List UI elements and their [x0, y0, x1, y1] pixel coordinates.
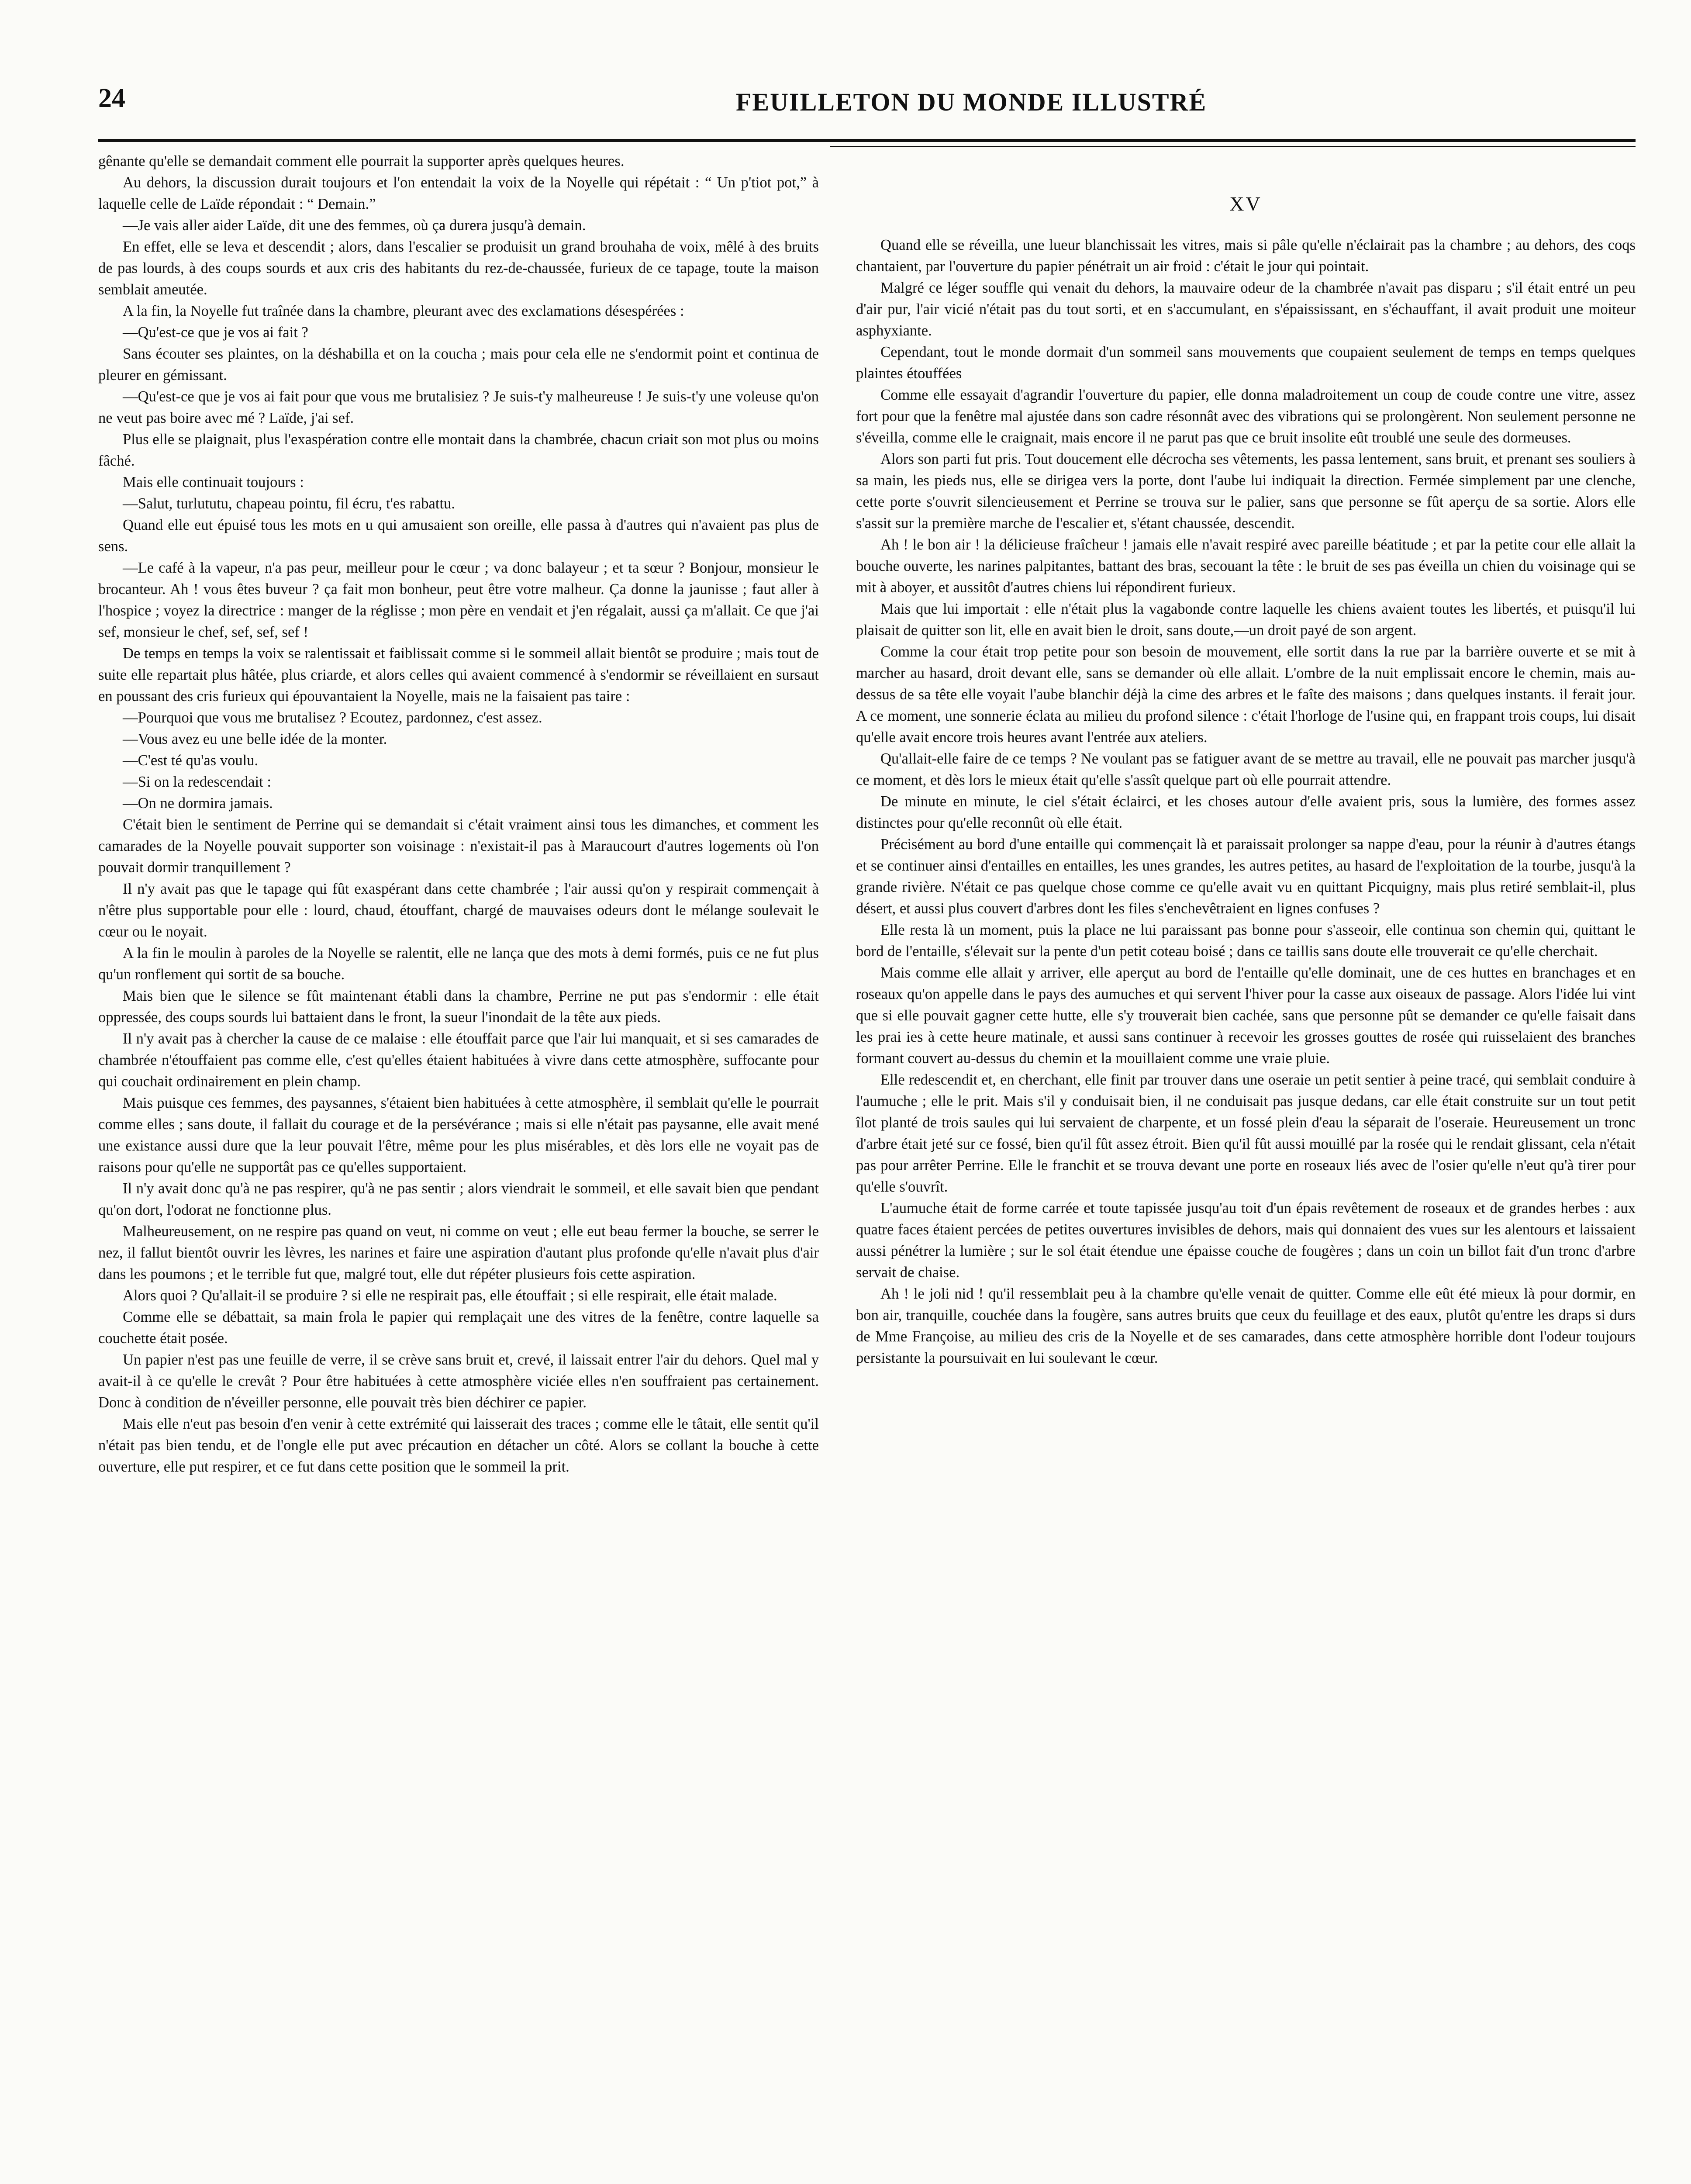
paragraph: Malheureusement, on ne respire pas quand on veut, ni comme on veut ; elle eut beau fermer la bouche, se serrer le nez, il fallut bientôt ouvrir les lèvres, les narines et faire une aspiration d'autant plus profonde qu'elle n'avait plus d'air dans les poumons ; et le terrible fut que, malgré tout, elle dut répéter plusieurs fois cette aspiration.	[98, 1223, 819, 1282]
paragraph: Quand elle se réveilla, une lueur blanchissait les vitres, mais si pâle qu'elle n'éclairait pas la chambre ; au dehors, des coqs chantaient, par l'ouverture du papier pénétrait un air froid : c'était le jour qui pointait.	[856, 237, 1636, 275]
paragraph: Mais puisque ces femmes, des paysannes, s'étaient bien habituées à cette atmosphère, il semblait qu'elle le pourrait comme elles ; sans doute, il fallait du courage et de la persévérance ; mais si elle n'était pas paysanne, elle avait mené une existance aussi dure que la leur pouvait l'être, même pour les plus misérables, et dès lors elle ne voyait pas de raisons pour qu'elle ne supportât pas ce qu'elles supportaient.	[98, 1095, 819, 1175]
paragraph: De minute en minute, le ciel s'était éclairci, et les choses autour d'elle avaient pris, sous la lumière, des formes assez distinctes pour qu'elle reconnût où elle était.	[856, 793, 1636, 831]
paragraph: Plus elle se plaignait, plus l'exaspération contre elle montait dans la chambrée, chacun criait son mot plus ou moins fâché.	[98, 431, 819, 469]
paragraph: Cependant, tout le monde dormait d'un sommeil sans mouvements que coupaient seulement de temps en temps quelques plaintes étouffées	[856, 344, 1636, 382]
header-rule	[98, 139, 1636, 142]
paragraph: —Pourquoi que vous me brutalisez ? Ecoutez, pardonnez, c'est assez.	[123, 709, 542, 726]
paragraph: Mais elle n'eut pas besoin d'en venir à cette extrémité qui laisserait des traces ; comme elle le tâtait, elle sentit qu'il n'était pas bien tendu, et de l'ongle elle put avec précaution en détacher un côté. Alors se collant la bouche à cette ouverture, elle put respirer, et ce fut dans cette position que le sommeil la prit.	[98, 1416, 819, 1475]
chapter-heading: XV	[1229, 193, 1262, 215]
paragraph: Ah ! le joli nid ! qu'il ressemblait peu à la chambre qu'elle venait de quitter. Comme elle eût été mieux là pour dormir, en bon air, tranquille, couchée dans la fougère, sans autres bruits que ceux du feuillage et des eaux, plutôt qu'entre les draps si durs de Mme Françoise, au milieu des cris de la Noyelle et de ses camarades, dans cette atmosphère horrible dont l'odeur toujours persistante la poursuivait en lui soulevant le cœur.	[856, 1286, 1636, 1366]
paragraph: —Si on la redescendait :	[123, 774, 271, 790]
right-column	[856, 192, 1636, 1369]
paragraph: —Salut, turlututu, chapeau pointu, fil écru, t'es rabattu.	[123, 495, 455, 512]
paragraph: Comme la cour était trop petite pour son besoin de mouvement, elle sortit dans la rue par la barrière ouverte et se mit à marcher au hasard, droit devant elle, sans se demander où elle allait. L'ombre de la nuit emplissait encore le chemin, mais au-dessus de sa tête elle voyait l'aube blanchir déjà la cime des arbres et le faîte des maisons ; dans quelques instants. il ferait jour. A ce moment, une sonnerie éclata au milieu du profond silence : c'était l'horloge de l'usine qui, en frappant trois coups, lui disait qu'elle avait encore trois heures avant l'entrée aux ateliers.	[856, 643, 1636, 746]
paragraph: A la fin, la Noyelle fut traînée dans la chambre, pleurant avec des exclamations désespérées :	[123, 303, 684, 319]
paragraph: Mais elle continuait toujours :	[123, 474, 304, 491]
paragraph: Il n'y avait donc qu'à ne pas respirer, qu'à ne pas sentir ; alors viendrait le sommeil, et elle savait bien que pendant qu'on dort, l'odorat ne fonctionne plus.	[98, 1180, 819, 1218]
paragraph: A la fin le moulin à paroles de la Noyelle se ralentit, elle ne lança que des mots à demi formés, puis ce ne fut plus qu'un ronflement qui sortit de sa bouche.	[98, 945, 819, 983]
paragraph: Elle resta là un moment, puis la place ne lui paraissant pas bonne pour s'asseoir, elle continua son chemin qui, quittant le bord de l'entaille, s'élevait sur la pente d'un petit coteau boisé ; dans ce taillis sans doute elle trouverait ce qu'elle cherchait.	[856, 922, 1636, 960]
paragraph: —Le café à la vapeur, n'a pas peur, meilleur pour le cœur ; va donc balayeur ; et ta sœur ? Bonjour, monsieur le brocanteur. Ah ! vous êtes buveur ? ça fait mon bonheur, peut être votre malheur. Ça donne la jaunisse ; faut aller à l'hospice ; voyez la directrice : manger de la réglisse ; mon père en vendait et j'en régalait, aussi ça m'allait. Ce que j'ai sef, monsieur le chef, sef, sef, sef !	[98, 560, 819, 640]
page-number: 24	[98, 83, 125, 113]
paragraph: Il n'y avait pas à chercher la cause de ce malaise : elle étouffait parce que l'air lui manquait, et si ses camarades de chambrée n'étouffaient pas comme elle, c'est qu'elles étaient habituées à vivre dans cette atmosphère, suffocante pour qui couchait ordinairement en plein champ.	[98, 1030, 819, 1090]
paragraph: Comme elle se débattait, sa main frola le papier qui remplaçait une des vitres de la fenêtre, contre laquelle sa couchette était posée.	[98, 1309, 819, 1347]
paragraph: Elle redescendit et, en cherchant, elle finit par trouver dans une oseraie un petit sentier à peine tracé, qui semblait conduire à l'aumuche ; elle le prit. Mais s'il y conduisait bien, il ne conduisait pas jusque dedans, car elle était construite sur un tout petit îlot planté de trois saules qui lui servaient de charpente, et un fossé plein d'eau la séparait de l'oseraie. Heureusement un tronc d'arbre était jeté sur ce fossé, bien qu'il fût assez étroit. Bien qu'il fût aussi mouillé par la rosée qui le rendait glissant, cela n'était pas pour arrêter Perrine. Elle le franchit et se trouva devant une porte en roseaux liés avec de l'osier qu'elle n'eut qu'à tirer pour qu'elle s'ouvrît.	[856, 1071, 1636, 1195]
paragraph: Précisément au bord d'une entaille qui commençait là et paraissait prolonger sa nappe d'eau, pour la réunir à d'autres étangs et se continuer ainsi d'entailles en entailles, les unes grandes, les autres petites, au hasard de l'exploitation de la tourbe, jusqu'à la grande rivière. N'était ce pas quelque chose comme ce qu'elle avait vu en quittant Picquigny, mais plus retiré semblait-il, plus désert, et aussi plus couvert d'arbres dont les files s'enchevêtraient en lignes confuses ?	[856, 836, 1636, 917]
paragraph: —On ne dormira jamais.	[123, 795, 273, 812]
left-column	[98, 151, 819, 1478]
paragraph: Alors son parti fut pris. Tout doucement elle décrocha ses vêtements, les passa lentement, sans bruit, et prenant ses souliers à sa main, les pieds nus, elle se dirigea vers la porte, dont l'aube lui indiquait la direction. Fermée simplement par une clenche, cette porte s'ouvrit silencieusement et Perrine se trouva sur le palier, sans que personne se fût aperçu de sa sortie. Alors elle s'assit sur la première marche de l'escalier et, s'étant chaussée, descendit.	[856, 451, 1636, 532]
paragraph: —Je vais aller aider Laïde, dit une des femmes, où ça durera jusqu'à demain.	[123, 217, 586, 234]
page-header	[98, 83, 1636, 131]
paragraph: Un papier n'est pas une feuille de verre, il se crève sans bruit et, crevé, il laissait entrer l'air du dehors. Quel mal y avait-il à ce qu'elle le crevât ? Pour être habituées à cette atmosphère viciée elles n'en souffraient pas certainement. Donc à condition de n'éveiller personne, elle pouvait très bien déchirer ce papier.	[98, 1351, 819, 1411]
paragraph: C'était bien le sentiment de Perrine qui se demandait si c'était vraiment ainsi tous les dimanches, et comment les camarades de la Noyelle pouvait supporter son voisinage : n'existait-il pas à Maraucourt d'autres logements où l'on pouvait dormir tranquillement ?	[98, 816, 819, 876]
paragraph: —C'est té qu'as voulu.	[123, 752, 259, 769]
paragraph: Quand elle eut épuisé tous les mots en u qui amusaient son oreille, elle passa à d'autres qui n'avaient pas plus de sens.	[98, 517, 819, 555]
paragraph: L'aumuche était de forme carrée et toute tapissée jusqu'au toit d'un épais revêtement de roseaux et de grandes herbes : aux quatre faces étaient percées de petites ouvertures invisibles de dehors, mais qui donnaient des vues sur les alentours et laissaient aussi pénétrer la lumière ; sur le sol était étendue une épaisse couche de fougères ; dans un coin un billot fait d'un tronc d'arbre servait de chaise.	[856, 1200, 1636, 1281]
paragraph: Il n'y avait pas que le tapage qui fût exaspérant dans cette chambrée ; l'air aussi qu'on y respirait commençait à n'être plus supportable pour elle : lourd, chaud, étouffant, chargé de mauvaises odeurs dont le mélange soulevait le cœur ou le noyait.	[98, 881, 819, 940]
paragraph: Mais bien que le silence se fût maintenant établi dans la chambre, Perrine ne put pas s'endormir : elle était oppressée, des coups sourds lui battaient dans le front, la sueur l'inondait de la tête aux pieds.	[98, 988, 819, 1026]
paragraph: —Vous avez eu une belle idée de la monter.	[123, 731, 387, 747]
paragraph: En effet, elle se leva et descendit ; alors, dans l'escalier se produisit un grand brouhaha de voix, mêlé à des bruits de pas lourds, à des coups sourds et aux cris des habitants du rez-de-chaussée, furieux de ce tapage, toute la maison semblait ameutée.	[98, 238, 819, 298]
paragraph: —Qu'est-ce que je vos ai fait ?	[123, 324, 308, 341]
running-title: FEUILLETON DU MONDE ILLUSTRÉ	[736, 88, 1207, 116]
paragraph: Sans écouter ses plaintes, on la déshabilla et on la coucha ; mais pour cela elle ne s'endormit point et continua de pleurer en gémissant.	[98, 346, 819, 384]
paragraph: —Qu'est-ce que je vos ai fait pour que vous me brutalisiez ? Je suis-t'y malheureuse ! Je suis-t'y une voleuse qu'on ne veut pas boire avec mé ? Laïde, j'ai sef.	[98, 388, 819, 426]
paragraph: De temps en temps la voix se ralentissait et faiblissait comme si le sommeil allait bientôt se produire ; mais tout de suite elle repartait plus hâtée, plus criarde, et alors celles qui avaient commencé à s'endormir se réveillaient en sursaut en poussant des cris furieux qui épouvantaient la Noyelle, mais ne la faisaient pas taire :	[98, 645, 819, 705]
paragraph: Au dehors, la discussion durait toujours et l'on entendait la voix de la Noyelle qui répétait : “ Un p'tiot pot,” à laquelle celle de Laïde répondait : “ Demain.”	[98, 174, 819, 212]
header-rule-thin	[830, 146, 1636, 147]
paragraph: Alors quoi ? Qu'allait-il se produire ? si elle ne respirait pas, elle étouffait ; si elle respirait, elle était malade.	[123, 1287, 777, 1304]
paragraph: Mais comme elle allait y arriver, elle aperçut au bord de l'entaille qu'elle dominait, une de ces huttes en branchages et en roseaux qu'on appelle dans le pays des aumuches et qui servent l'hiver pour la casse aux oiseaux de passage. Alors l'idée lui vint que si elle pouvait gagner cette hutte, elle s'y trouverait bien cachée, sans que personne pût se demander ce qu'elle faisait dans les prai ies à cette heure matinale, et aussi sans continuer à recevoir les grosses gouttes de rosée qui ruisselaient des branches formant couvert au-dessus du chemin et la mouillaient comme une vraie pluie.	[856, 964, 1636, 1067]
paragraph: Comme elle essayait d'agrandir l'ouverture du papier, elle donna maladroitement un coup de coude contre une vitre, assez fort pour que la fenêtre mal ajustée dans son cadre résonnât avec des vibrations qui se prolongèrent. Non seulement personne ne s'éveilla, comme elle le craignait, mais encore il ne parut pas que ce bruit insolite eût troublé une seule des dormeuses.	[856, 387, 1636, 446]
paragraph: gênante qu'elle se demandait comment elle pourrait la supporter après quelques heures.	[98, 153, 625, 169]
paragraph: Ah ! le bon air ! la délicieuse fraîcheur ! jamais elle n'avait respiré avec pareille béatitude ; et par la petite cour elle allait la bouche ouverte, les narines palpitantes, battant des bras, secouant la tête : le bruit de ses pas éveilla un chien du voisinage qui se mit à aboyer, et aussitôt d'autres chiens lui répondirent furieux.	[856, 536, 1636, 596]
paragraph: Malgré ce léger souffle qui venait du dehors, la mauvaire odeur de la chambrée n'avait pas disparu ; s'il était entré un peu d'air pur, l'air vicié n'était pas du tout sorti, et en s'accumulant, en s'épaississant, en s'échauffant, il avait produit une moiteur asphyxiante.	[856, 280, 1636, 339]
paragraph: Qu'allait-elle faire de ce temps ? Ne voulant pas se fatiguer avant de se mettre au travail, elle ne pouvait pas marcher jusqu'à ce moment, et dès lors le mieux était qu'elle s'assît quelque part où elle pourrait attendre.	[856, 750, 1636, 788]
paragraph: Mais que lui importait : elle n'était plus la vagabonde contre laquelle les chiens avaient toutes les libertés, et puisqu'il lui plaisait de quitter son lit, elle en avait bien le droit, sans doute,—un droit payé de son argent.	[856, 601, 1636, 639]
